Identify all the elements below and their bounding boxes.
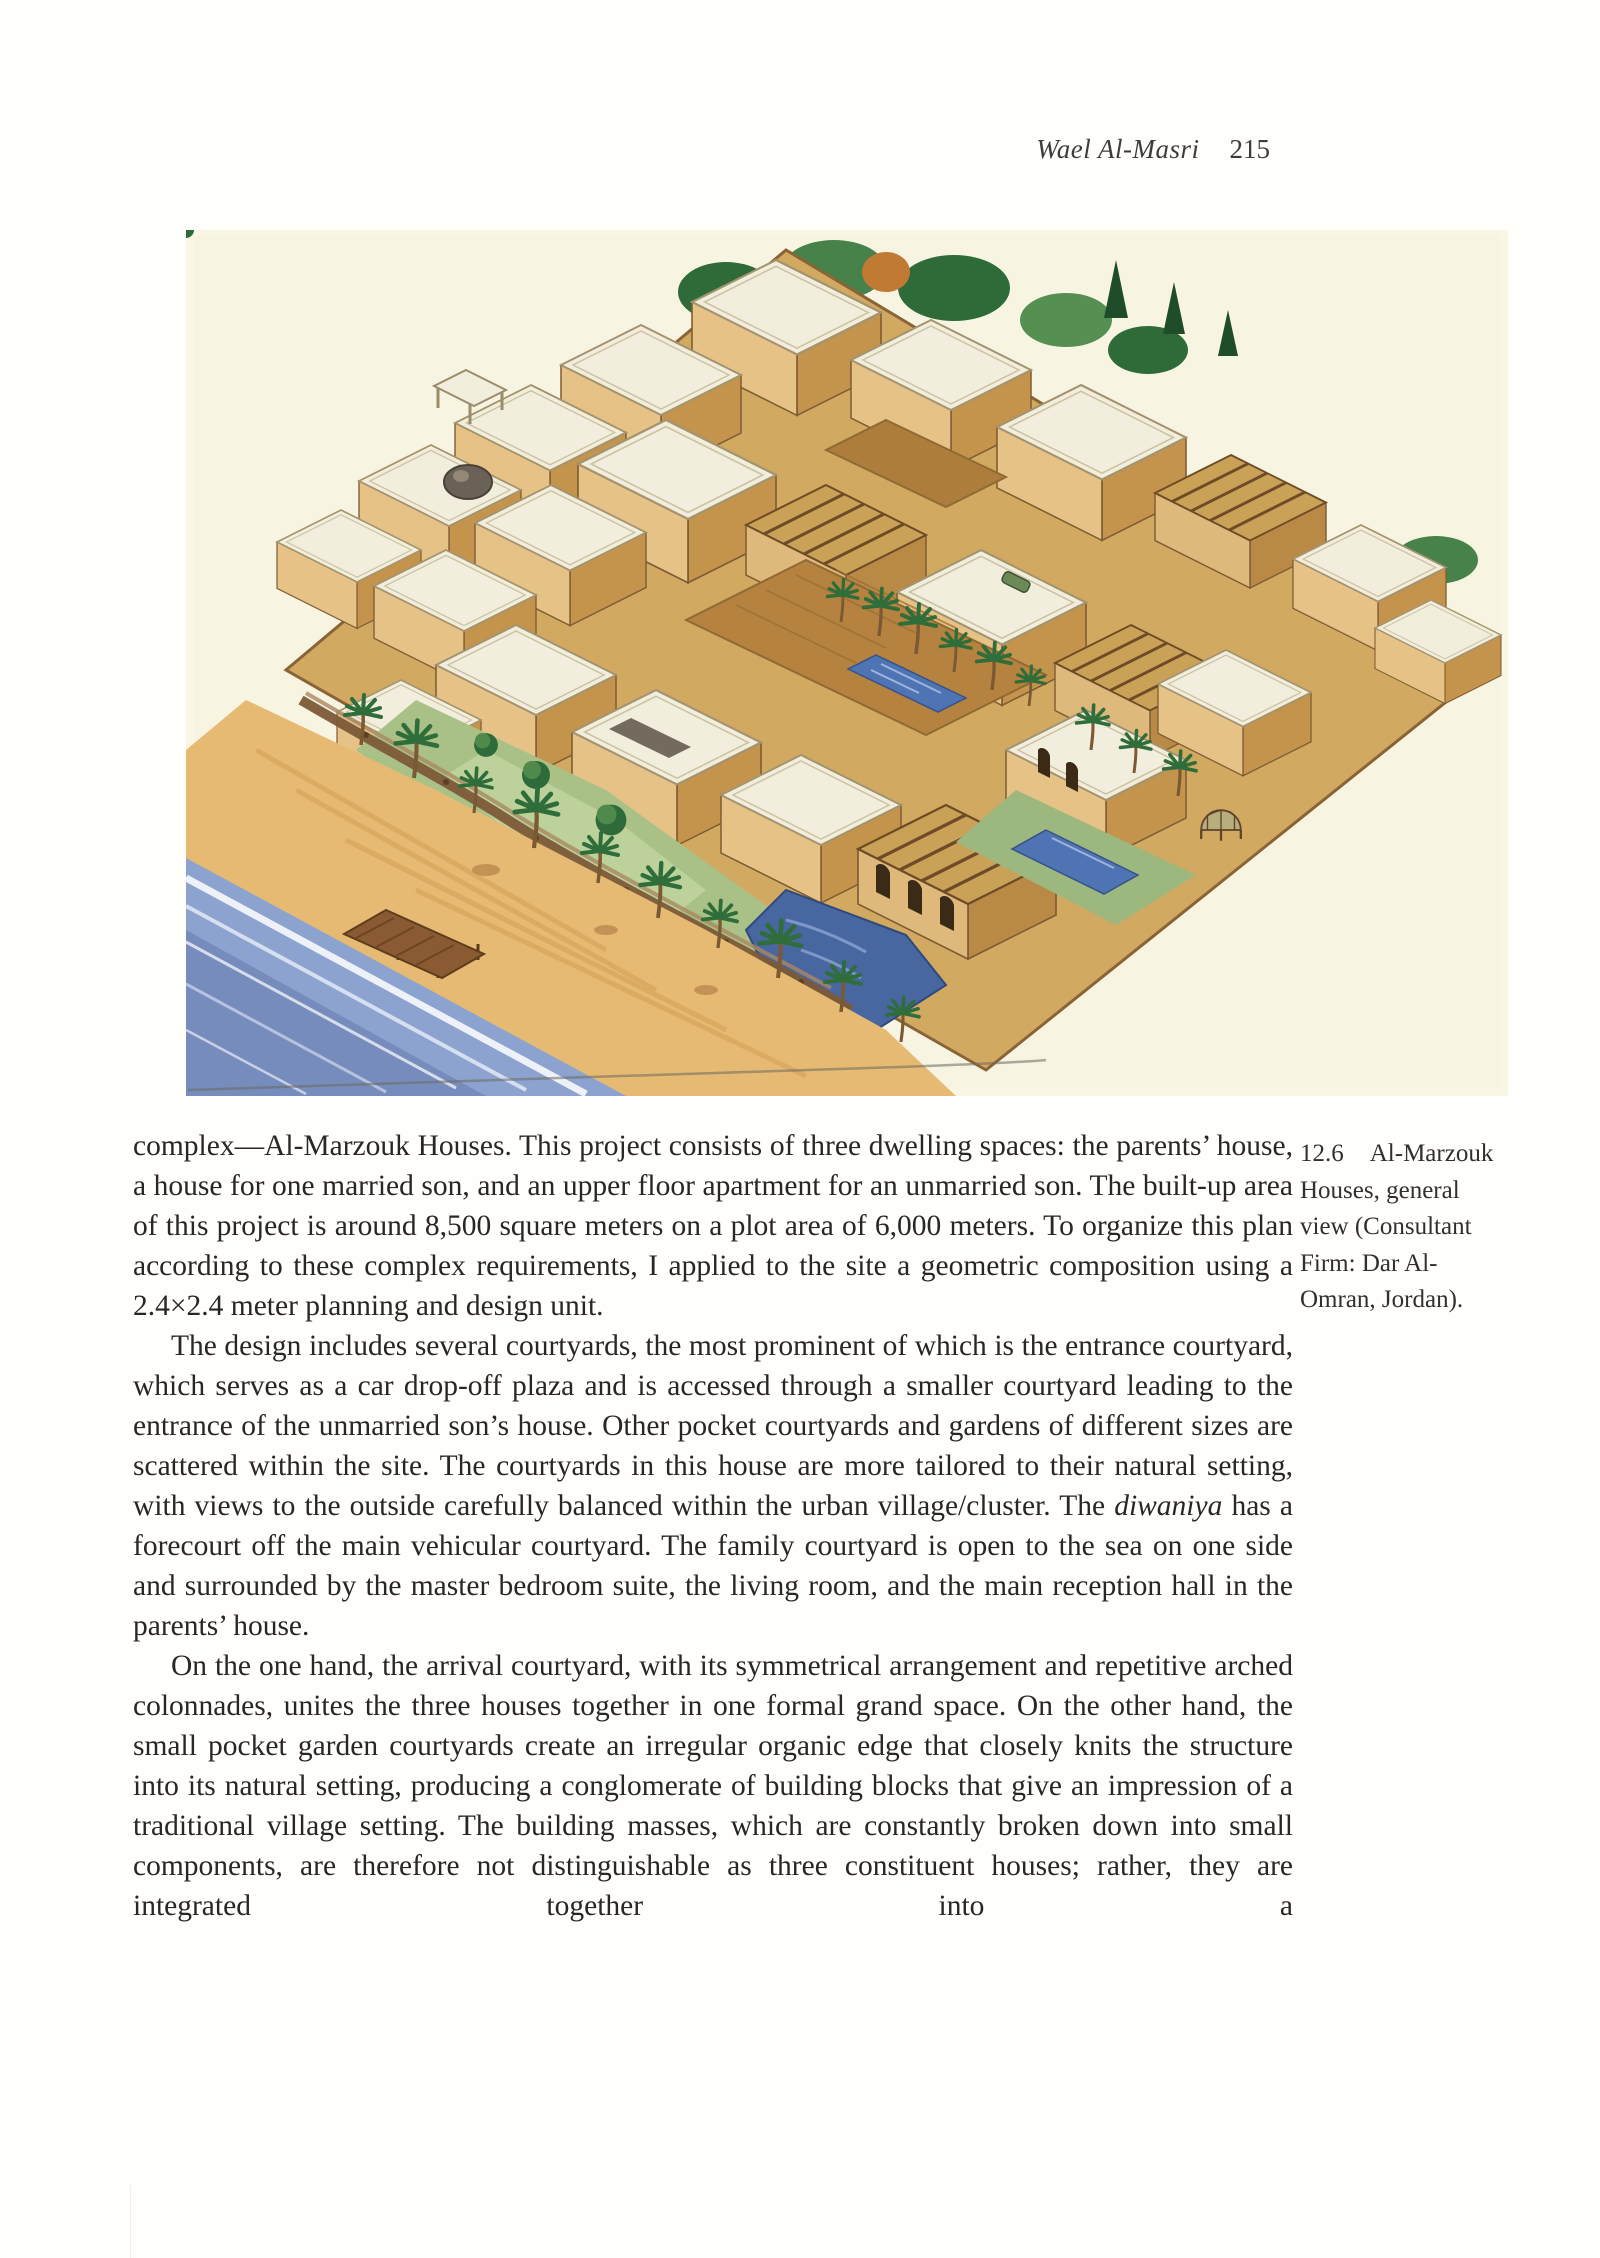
- paragraph-2-after: has a forecourt off the main vehicular courtyard. The family courtyard is open to the sea on one side and surrounded by the master bedroom suite, the living room, and the main reception hall in the parents’ house.: [133, 1490, 1293, 1642]
- paragraph-1: complex—Al-Marzouk Houses. This project consists of three dwelling spaces: the parents’ house, a house for one married son, and an upper floor apartment for an unmarried son. The built-up area of this project is around 8,500 square meters on a plot area of 6,000 meters. To organize this plan according to these complex requirements, I applied to the site a geometric composition using a 2.4×2.4 meter planning and design unit.: [133, 1130, 1293, 1322]
- figure-caption-text: Al-Marzouk Houses, general view (Consultant Firm: Dar Al-Omran, Jordan).: [1300, 1140, 1494, 1313]
- figure-caption-number: 12.6: [1300, 1140, 1344, 1167]
- paragraph-2-before: The design includes several courtyards, the most prominent of which is the entrance courtyard, which serves as a car drop-off plaza and is accessed through a smaller courtyard leading to the entrance of the unmarried son’s house. Other pocket courtyards and gardens of different sizes are scattered within the site. The courtyards in this house are more tailored to their natural setting, with views to the outside carefully balanced within the urban village/cluster. The: [133, 1330, 1293, 1522]
- running-head: [1036, 134, 1270, 165]
- al-marzouk-houses-illustration: [186, 230, 1508, 1096]
- figure-caption: [1300, 1136, 1500, 1319]
- paragraph-2: [133, 1326, 1293, 1646]
- figure-12-6: [186, 230, 1508, 1096]
- dome: [444, 465, 492, 499]
- body-text-column: [133, 1126, 1293, 1926]
- running-title: Wael Al-Masri: [1036, 134, 1200, 164]
- paragraph-3: On the one hand, the arrival courtyard, with its symmetrical arrangement and repetitive arched colonnades, unites the three houses together in one formal grand space. On the other hand, the small pocket garden courtyards create an irregular organic edge that closely knits the structure into its natural setting, producing a conglomerate of building blocks that give an impression of a traditional village setting. The building masses, which are constantly broken down into small components, are therefore not distinguishable as three constituent houses; rather, they are integrated together into a: [133, 1650, 1293, 1922]
- diwaniya-term: diwaniya: [1114, 1490, 1223, 1522]
- page-number: 215: [1229, 134, 1270, 164]
- scan-edge-artifact: [130, 2185, 131, 2258]
